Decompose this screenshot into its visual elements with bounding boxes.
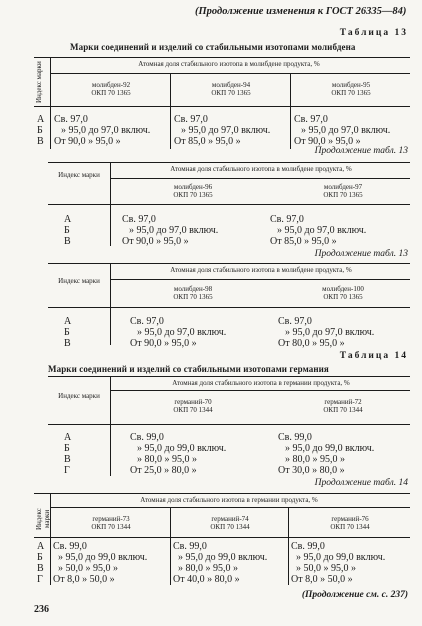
column-okp: ОКП 70 1365 [331,89,371,97]
column-okp: ОКП 70 1365 [323,191,363,199]
value-cell: Св. 99,0 » 95,0 до 99,0 включ. » 50,0 » 95,0 » От 8,0 » 50,0 » [53,541,148,585]
index-column: А Б В [64,214,72,247]
value-cell: Св. 97,0 » 95,0 до 97,0 включ. От 90,0 » 95,0 » [122,214,219,247]
column-okp: ОКП 70 1365 [211,89,251,97]
column-okp: ОКП 70 1344 [210,523,250,531]
column-okp: ОКП 70 1365 [173,191,213,199]
value-cell: Св. 97,0 » 95,0 до 97,0 включ. От 85,0 » 95,0 » [270,214,367,247]
table-14-title: Марки соединений и изделий со стабильными изотопами германия [48,364,329,374]
value-cell: Св. 99,0 » 95,0 до 99,0 включ. » 80,0 » 95,0 » От 30,0 » 80,0 » [278,432,375,476]
column-name: германий-74 [211,515,249,523]
value-cell: Св. 99,0 » 95,0 до 99,0 включ. » 80,0 » 95,0 » От 40,0 » 80,0 » [173,541,268,585]
column-name: германий-70 [174,398,212,406]
column-name: молибден-100 [322,285,364,293]
value-cell: Св. 97,0 » 95,0 до 97,0 включ. От 90,0 » 95,0 » [294,114,391,147]
column-name: германий-73 [92,515,130,523]
index-header: Индекс марки [35,61,43,103]
table-14 [48,376,410,476]
table-13-label: Таблица 13 [339,28,408,38]
column-name: молибден-95 [331,81,371,89]
continuation-footer: (Продолжение см. с. 237) [301,590,408,600]
index-header: Индекс марки [58,171,100,179]
value-cell: Св. 97,0 » 95,0 до 97,0 включ. От 90,0 » 95,0 » [130,316,227,349]
column-okp: ОКП 70 1365 [91,89,131,97]
column-name: германий-72 [324,398,362,406]
column-name: молибден-97 [323,183,363,191]
column-header: Атомная доля стабильного изотопа в молибдене продукта, % [170,266,352,274]
index-column: А Б В Г [37,541,45,585]
column-okp: ОКП 70 1344 [173,406,213,414]
table-13 [34,57,410,149]
table-14-continued [34,493,410,585]
value-cell: Св. 97,0 » 95,0 до 97,0 включ. От 85,0 » 95,0 » [174,114,271,147]
column-okp: ОКП 70 1344 [323,406,363,414]
column-okp: ОКП 70 1365 [323,293,363,301]
table-14-continuation-label: Продолжение табл. 14 [314,478,408,488]
column-name: молибден-98 [173,285,213,293]
column-name: молибден-92 [91,81,131,89]
index-header: Индекс марки [58,277,100,285]
page-number: 236 [34,604,49,615]
column-header: Атомная доля стабильного изотопа в молибдене продукта, % [138,60,320,68]
table-13-continued [48,263,410,349]
column-name: молибден-96 [173,183,213,191]
value-cell: Св. 97,0 » 95,0 до 97,0 включ. От 90,0 » 95,0 » [54,114,151,147]
index-column: А Б В Г [64,432,72,476]
table-13-continued [48,162,410,246]
table-13-continuation-label: Продолжение табл. 13 [314,249,408,259]
continuation-header: (Продолжение изменения к ГОСТ 26335—84) [195,6,407,17]
column-header: Атомная доля стабильного изотопа в германии продукта, % [172,379,350,387]
column-okp: ОКП 70 1365 [173,293,213,301]
column-name: германий-76 [331,515,369,523]
value-cell: Св. 97,0 » 95,0 до 97,0 включ. От 80,0 » 95,0 » [278,316,375,349]
value-cell: Св. 99,0 » 95,0 до 99,0 включ. » 50,0 » 95,0 » От 8,0 » 50,0 » [291,541,386,585]
column-header: Атомная доля стабильного изотопа в германии продукта, % [140,496,318,504]
table-13-continuation-label: Продолжение табл. 13 [314,146,408,156]
table-13-title: Марки соединений и изделий со стабильными изотопами молибдена [70,42,356,52]
column-okp: ОКП 70 1344 [91,523,131,531]
index-column: А Б В [37,114,45,147]
column-okp: ОКП 70 1344 [330,523,370,531]
value-cell: Св. 99,0 » 95,0 до 99,0 включ. » 80,0 » 95,0 » От 25,0 » 80,0 » [130,432,227,476]
index-header: Индекс марки [58,392,100,400]
table-14-label: Таблица 14 [339,351,408,361]
column-name: молибден-94 [211,81,251,89]
index-header: Индекс марки [35,508,51,530]
index-column: А Б В [64,316,72,349]
column-header: Атомная доля стабильного изотопа в молибдене продукта, % [170,165,352,173]
